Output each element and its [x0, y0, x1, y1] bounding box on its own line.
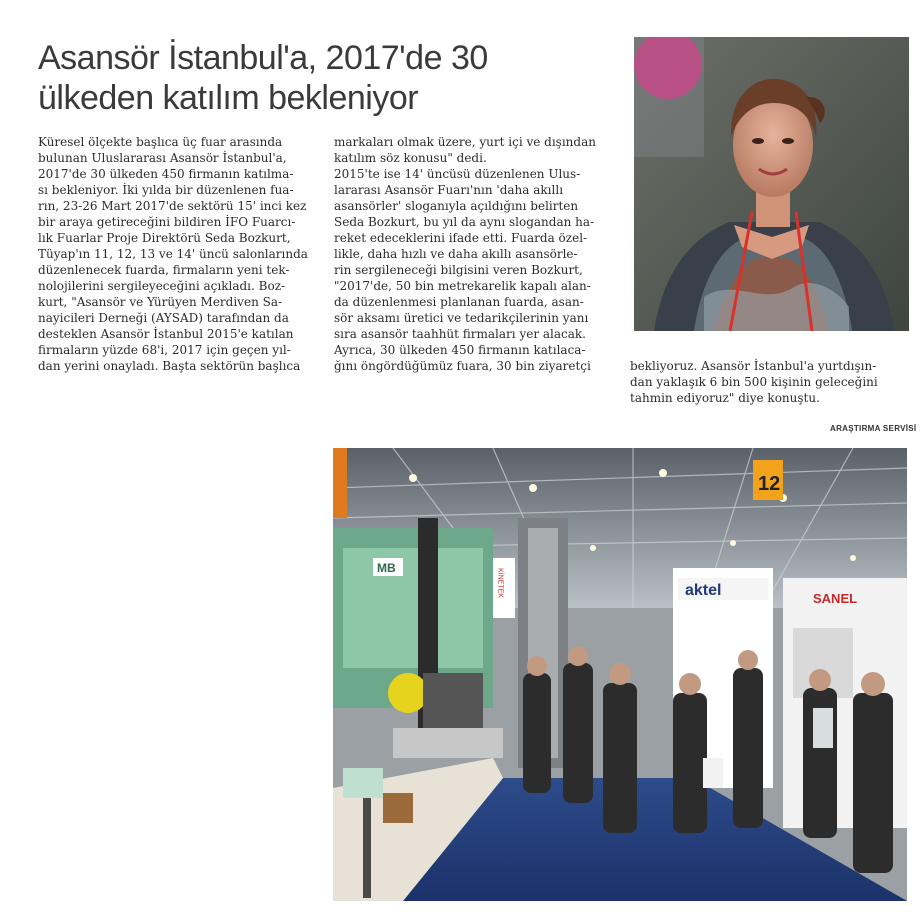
article-line: lık Fuarlar Proje Direktörü Seda Bozkurt,: [38, 231, 291, 245]
article-line: likle, daha hızlı ve daha akıllı asansörle-: [334, 247, 578, 261]
headline-line-1: Asansör İstanbul'a, 2017'de 30: [38, 39, 488, 77]
sanel-brand-sign: SANEL: [813, 591, 858, 606]
article-line: bekliyoruz. Asansör İstanbul'a yurtdışın-: [630, 359, 877, 373]
article-line: tahmin ediyoruz" diye konuştu.: [630, 391, 820, 405]
article-line: reket edeceklerini ifade etti. Fuarda özel-: [334, 231, 588, 245]
article-line: 2015'te ise 14' üncüsü düzenlenen Ulus-: [334, 167, 581, 181]
article-line: asansörler' sloganıyla açıldığını belirten: [334, 199, 579, 213]
article-line: katılım söz konusu" dedi.: [334, 151, 487, 165]
article-headline: [38, 38, 618, 118]
article-line: sı bekleniyor. İki yılda bir düzenlenen fua-: [38, 183, 294, 197]
article-line: rin sergileneceği bilgisini veren Bozkurt,: [334, 263, 583, 277]
article-line: Tüyap'ın 11, 12, 13 ve 14' üncü salonlarında: [38, 247, 308, 261]
article-line: Seda Bozkurt, bu yıl da aynı slogandan ha-: [334, 215, 595, 229]
article-line: dan yerini onayladı. Başta sektörün başlıca: [38, 359, 301, 373]
mb-brand-sign: MB: [377, 561, 396, 575]
headline-line-2: ülkeden katılım bekleniyor: [38, 79, 419, 117]
article-line: desteklen Asansör İstanbul 2015'e katılan: [38, 327, 294, 341]
article-line: kurt, "Asansör ve Yürüyen Merdiven Sa-: [38, 295, 283, 309]
article-line: sör aksamı üretici ve tedarikçilerinin yanı: [334, 311, 589, 325]
portrait-photo: [634, 37, 909, 331]
article-line: Ayrıca, 30 ülkeden 450 firmanın katılaca-: [334, 343, 586, 357]
article-line: bulunan Uluslararası Asansör İstanbul'a,: [38, 151, 287, 165]
article-line: firmaların yüzde 68'i, 2017 için geçen yıl-: [38, 343, 291, 357]
article-line: da düzenlenmesi planlanan fuarda, asan-: [334, 295, 584, 309]
trade-fair-photo: [333, 448, 907, 901]
article-line: düzenlenecek fuarda, firmaların yeni tek-: [38, 263, 290, 277]
article-line: sıra asansör taahhüt firmaları yer alacak.: [334, 327, 586, 341]
article-line: rın, 23-26 Mart 2017'de sektörü 15' inci kez: [38, 199, 307, 213]
hall-number-sign: 12: [758, 473, 781, 495]
aktel-brand-sign: aktel: [685, 582, 722, 599]
article-line: bir araya getireceğini bildiren İFO Fuarcı-: [38, 215, 296, 229]
article-column-2: [334, 134, 614, 374]
article-line: dan yaklaşık 6 bin 500 kişinin geleceğini: [630, 375, 878, 389]
article-column-1: [38, 134, 316, 374]
article-line: lararası Asansör Fuarı'nın 'daha akıllı: [334, 183, 564, 197]
kinetek-sign: KİNETEK: [496, 568, 504, 598]
byline-credit: ARAŞTIRMA SERVİSİ: [830, 424, 917, 433]
article-line: markaları olmak üzere, yurt içi ve dışından: [334, 135, 596, 149]
article-line: ğını öngördüğümüz fuara, 30 bin ziyaretçi: [334, 359, 591, 373]
article-line: 2017'de 30 ülkeden 450 firmanın katılma-: [38, 167, 294, 181]
article-line: nolojilerini sergileyeceğini açıkladı. Boz-: [38, 279, 286, 293]
article-line: "2017'de, 50 bin metrekarelik kapalı alan-: [334, 279, 591, 293]
article-column-3: [630, 358, 910, 406]
article-line: nayicileri Derneği (AYSAD) tarafından da: [38, 311, 289, 325]
article-line: Küresel ölçekte başlıca üç fuar arasında: [38, 135, 283, 149]
